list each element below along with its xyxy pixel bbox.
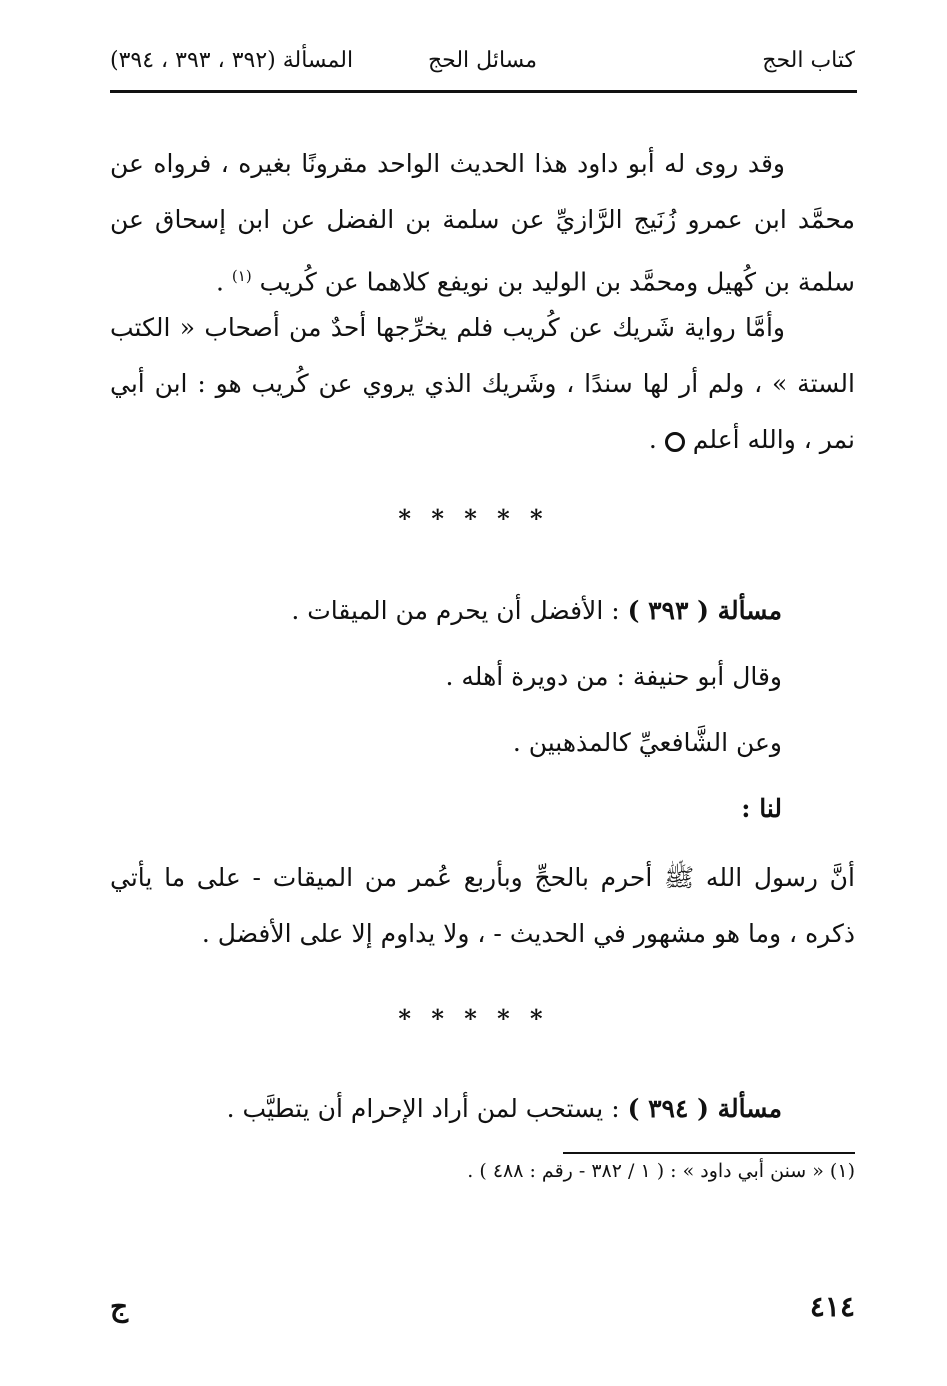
paragraph-sharik bbox=[110, 300, 855, 468]
header-rule bbox=[110, 90, 857, 93]
masala-393-text: : الأفضل أن يحرم من الميقات . bbox=[291, 596, 628, 625]
paragraph-text: وقد روى له أبو داود هذا الحديث الواحد مقرونًا بغيره ، فرواه عن محمَّد ابن عمرو زُنَيج الرَّازيِّ عن سلمة بن الفضل عن ابن إسحاق عن سلمة بن كُهيل ومحمَّد بن الوليد بن نويفع كلاهما عن كُريب bbox=[110, 149, 855, 297]
evidence-paragraph: أنَّ رسول الله ﷺ أحرم بالحجِّ وبأربع عُمر من الميقات - على ما يأتي ذكره ، وما هو مشهور في الحديث - ، ولا يداوم إلا على الأفضل . bbox=[110, 863, 855, 948]
section-separator: * * * * * bbox=[398, 1004, 549, 1033]
shafii-opinion: وعن الشَّافعيِّ كالمذهبين . bbox=[512, 728, 782, 757]
header-book-title: كتاب الحج bbox=[762, 48, 855, 73]
page-number: ٤١٤ bbox=[809, 1290, 855, 1323]
footnote-rule bbox=[563, 1152, 855, 1154]
running-header bbox=[110, 44, 855, 84]
footnote-ref: (١) bbox=[231, 267, 252, 285]
masala-394-line bbox=[227, 1094, 782, 1123]
signature-mark: ج bbox=[110, 1290, 129, 1323]
header-issue-numbers: المسألة (٣٩٢ ، ٣٩٣ ، ٣٩٤) bbox=[110, 48, 354, 73]
section-separator: * * * * * bbox=[398, 504, 549, 533]
header-chapter-title: مسائل الحج bbox=[427, 48, 538, 73]
masala-394-label: مسألة ( ٣٩٤ ) bbox=[627, 1094, 782, 1123]
masala-393-line bbox=[291, 596, 782, 625]
masala-393-label: مسألة ( ٣٩٣ ) bbox=[627, 596, 782, 625]
masala-394-text: : يستحب لمن أراد الإحرام أن يتطيَّب . bbox=[226, 1094, 628, 1123]
hanafi-opinion: وقال أبو حنيفة : من دويرة أهله . bbox=[445, 662, 782, 691]
footnote: (١) « سنن أبي داود » : ( ١ / ٣٨٢ - رقم : ٤٨٨ ) . bbox=[467, 1160, 855, 1182]
paragraph-abu-dawud bbox=[110, 136, 855, 310]
paragraph-end: . bbox=[215, 267, 232, 297]
honorific-circle-icon bbox=[665, 432, 685, 452]
paragraph-text: وأمَّا رواية شَريك عن كُريب فلم يخرِّجها أحدٌ من أصحاب « الكتب الستة » ، ولم أر لها سندًا ، وشَريك الذي يروي عن كُريب هو : ابن أبي نمر ، والله أعلم bbox=[110, 313, 855, 454]
lana-heading: لنا : bbox=[741, 794, 782, 823]
paragraph-end: . bbox=[648, 425, 665, 454]
